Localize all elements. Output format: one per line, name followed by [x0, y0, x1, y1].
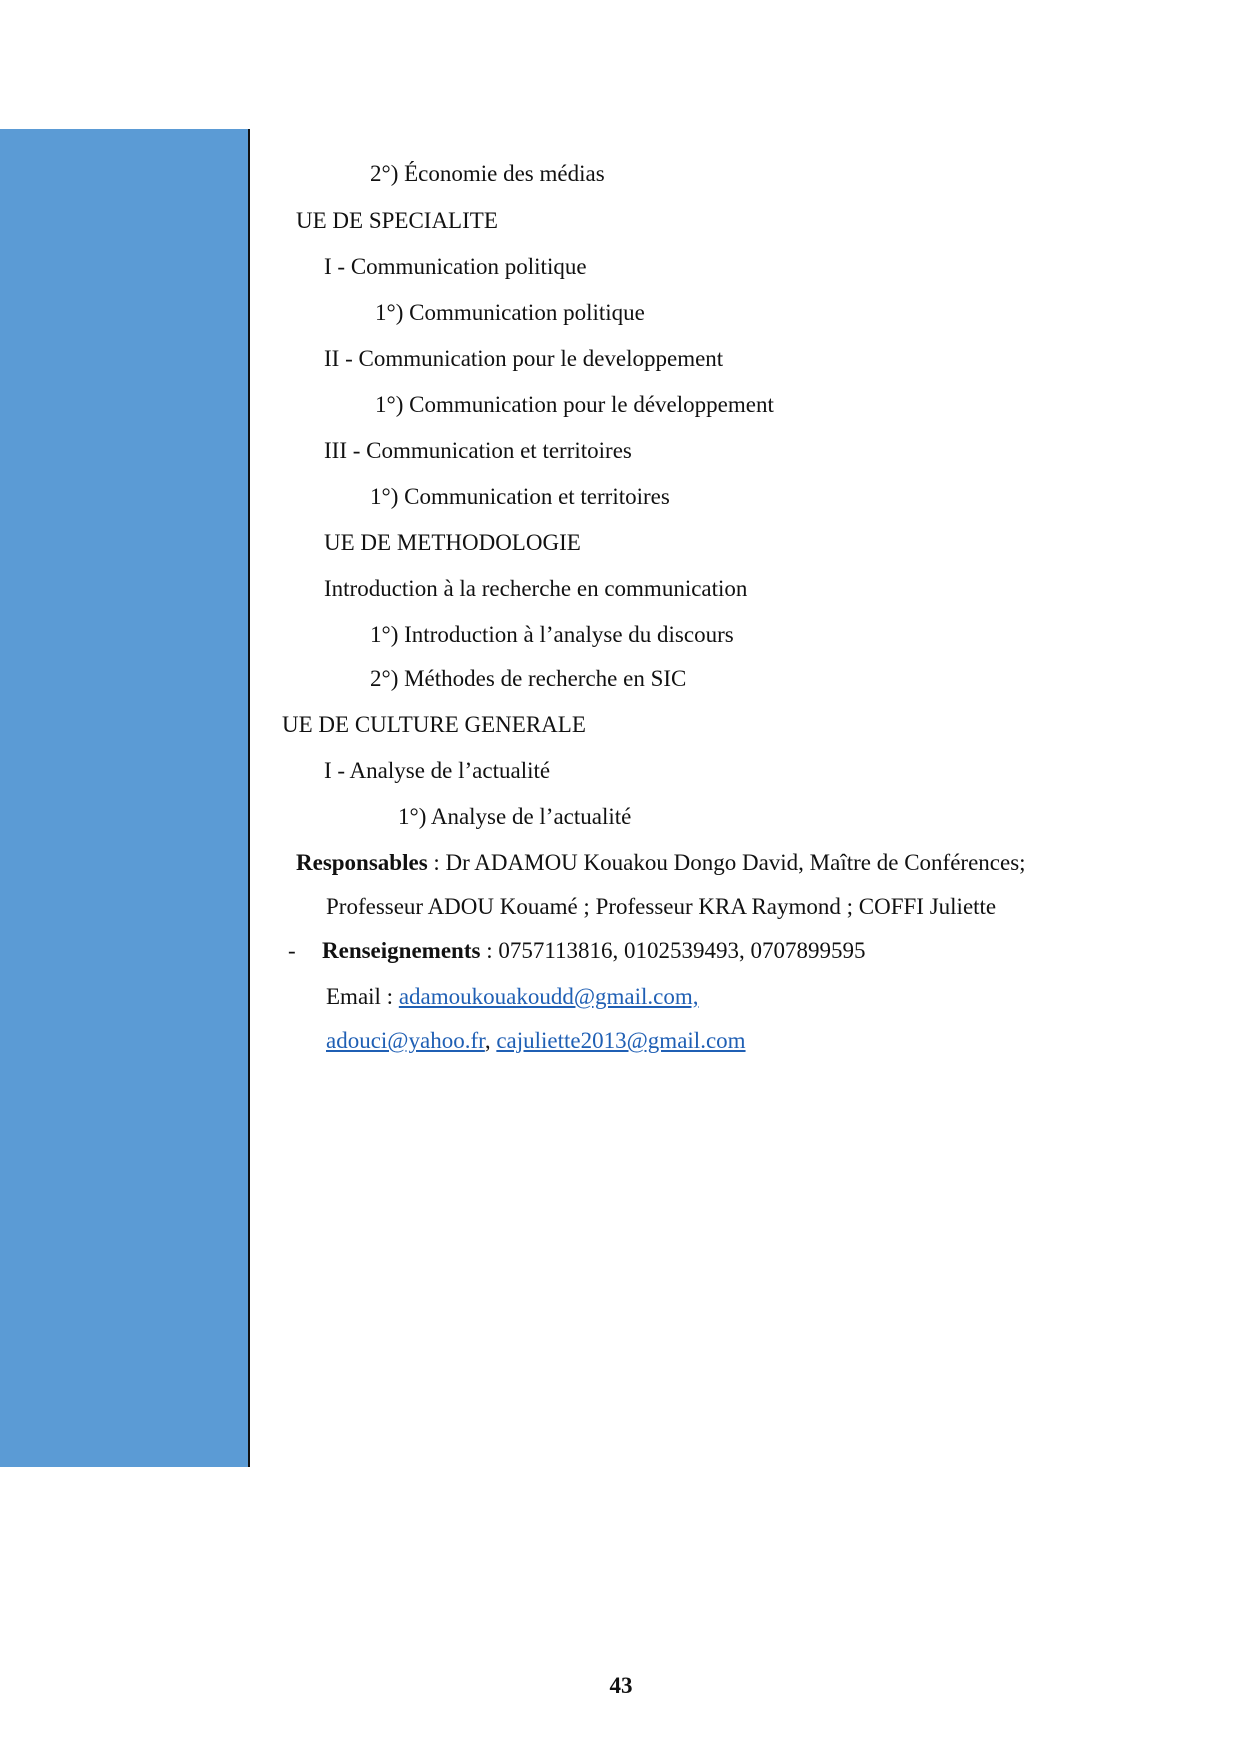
module-heading: Introduction à la recherche en communication — [324, 576, 748, 601]
email-link-adouci[interactable]: adouci@yahoo.fr — [326, 1028, 485, 1053]
email-label: Email : — [326, 984, 399, 1009]
course-line: 1°) Introduction à l’analyse du discours — [370, 622, 734, 647]
renseignements-text: : 0757113816, 0102539493, 0707899595 — [480, 938, 866, 963]
course-line: 1°) Analyse de l’actualité — [398, 804, 632, 829]
email-link-adamou[interactable]: adamoukouakoudd@gmail.com, — [398, 984, 699, 1009]
responsables-line — [296, 848, 1026, 878]
course-line: 1°) Communication politique — [375, 300, 645, 325]
responsables-label: Responsables — [296, 850, 428, 875]
renseignements-bullet: - — [288, 938, 296, 963]
course-line: 1°) Communication et territoires — [370, 484, 670, 509]
renseignements-label: Renseignements — [322, 938, 481, 963]
responsables-text: : Dr ADAMOU Kouakou Dongo David, Maître de Conférences; — [427, 850, 1026, 875]
page-number: 43 — [609, 1673, 633, 1698]
module-heading: II - Communication pour le developpement — [324, 346, 724, 371]
course-line: 2°) Méthodes de recherche en SIC — [370, 666, 687, 691]
email-link-cajuliette[interactable]: cajuliette2013@gmail.com — [496, 1028, 746, 1053]
course-line: 2°) Économie des médias — [370, 161, 605, 186]
email-line-2 — [326, 1026, 746, 1056]
section-heading: UE DE CULTURE GENERALE — [282, 712, 586, 737]
course-line: 1°) Communication pour le développement — [375, 392, 774, 417]
email-separator: , — [484, 1028, 497, 1053]
section-heading: UE DE SPECIALITE — [296, 208, 498, 233]
renseignements-line — [322, 936, 865, 966]
decorative-side-bar — [0, 129, 250, 1467]
module-heading: III - Communication et territoires — [324, 438, 632, 463]
module-heading: I - Communication politique — [324, 254, 587, 279]
section-heading: UE DE METHODOLOGIE — [324, 530, 581, 555]
responsables-continuation: Professeur ADOU Kouamé ; Professeur KRA Raymond ; COFFI Juliette — [326, 894, 997, 919]
module-heading: I - Analyse de l’actualité — [324, 758, 551, 783]
email-line — [326, 982, 699, 1012]
